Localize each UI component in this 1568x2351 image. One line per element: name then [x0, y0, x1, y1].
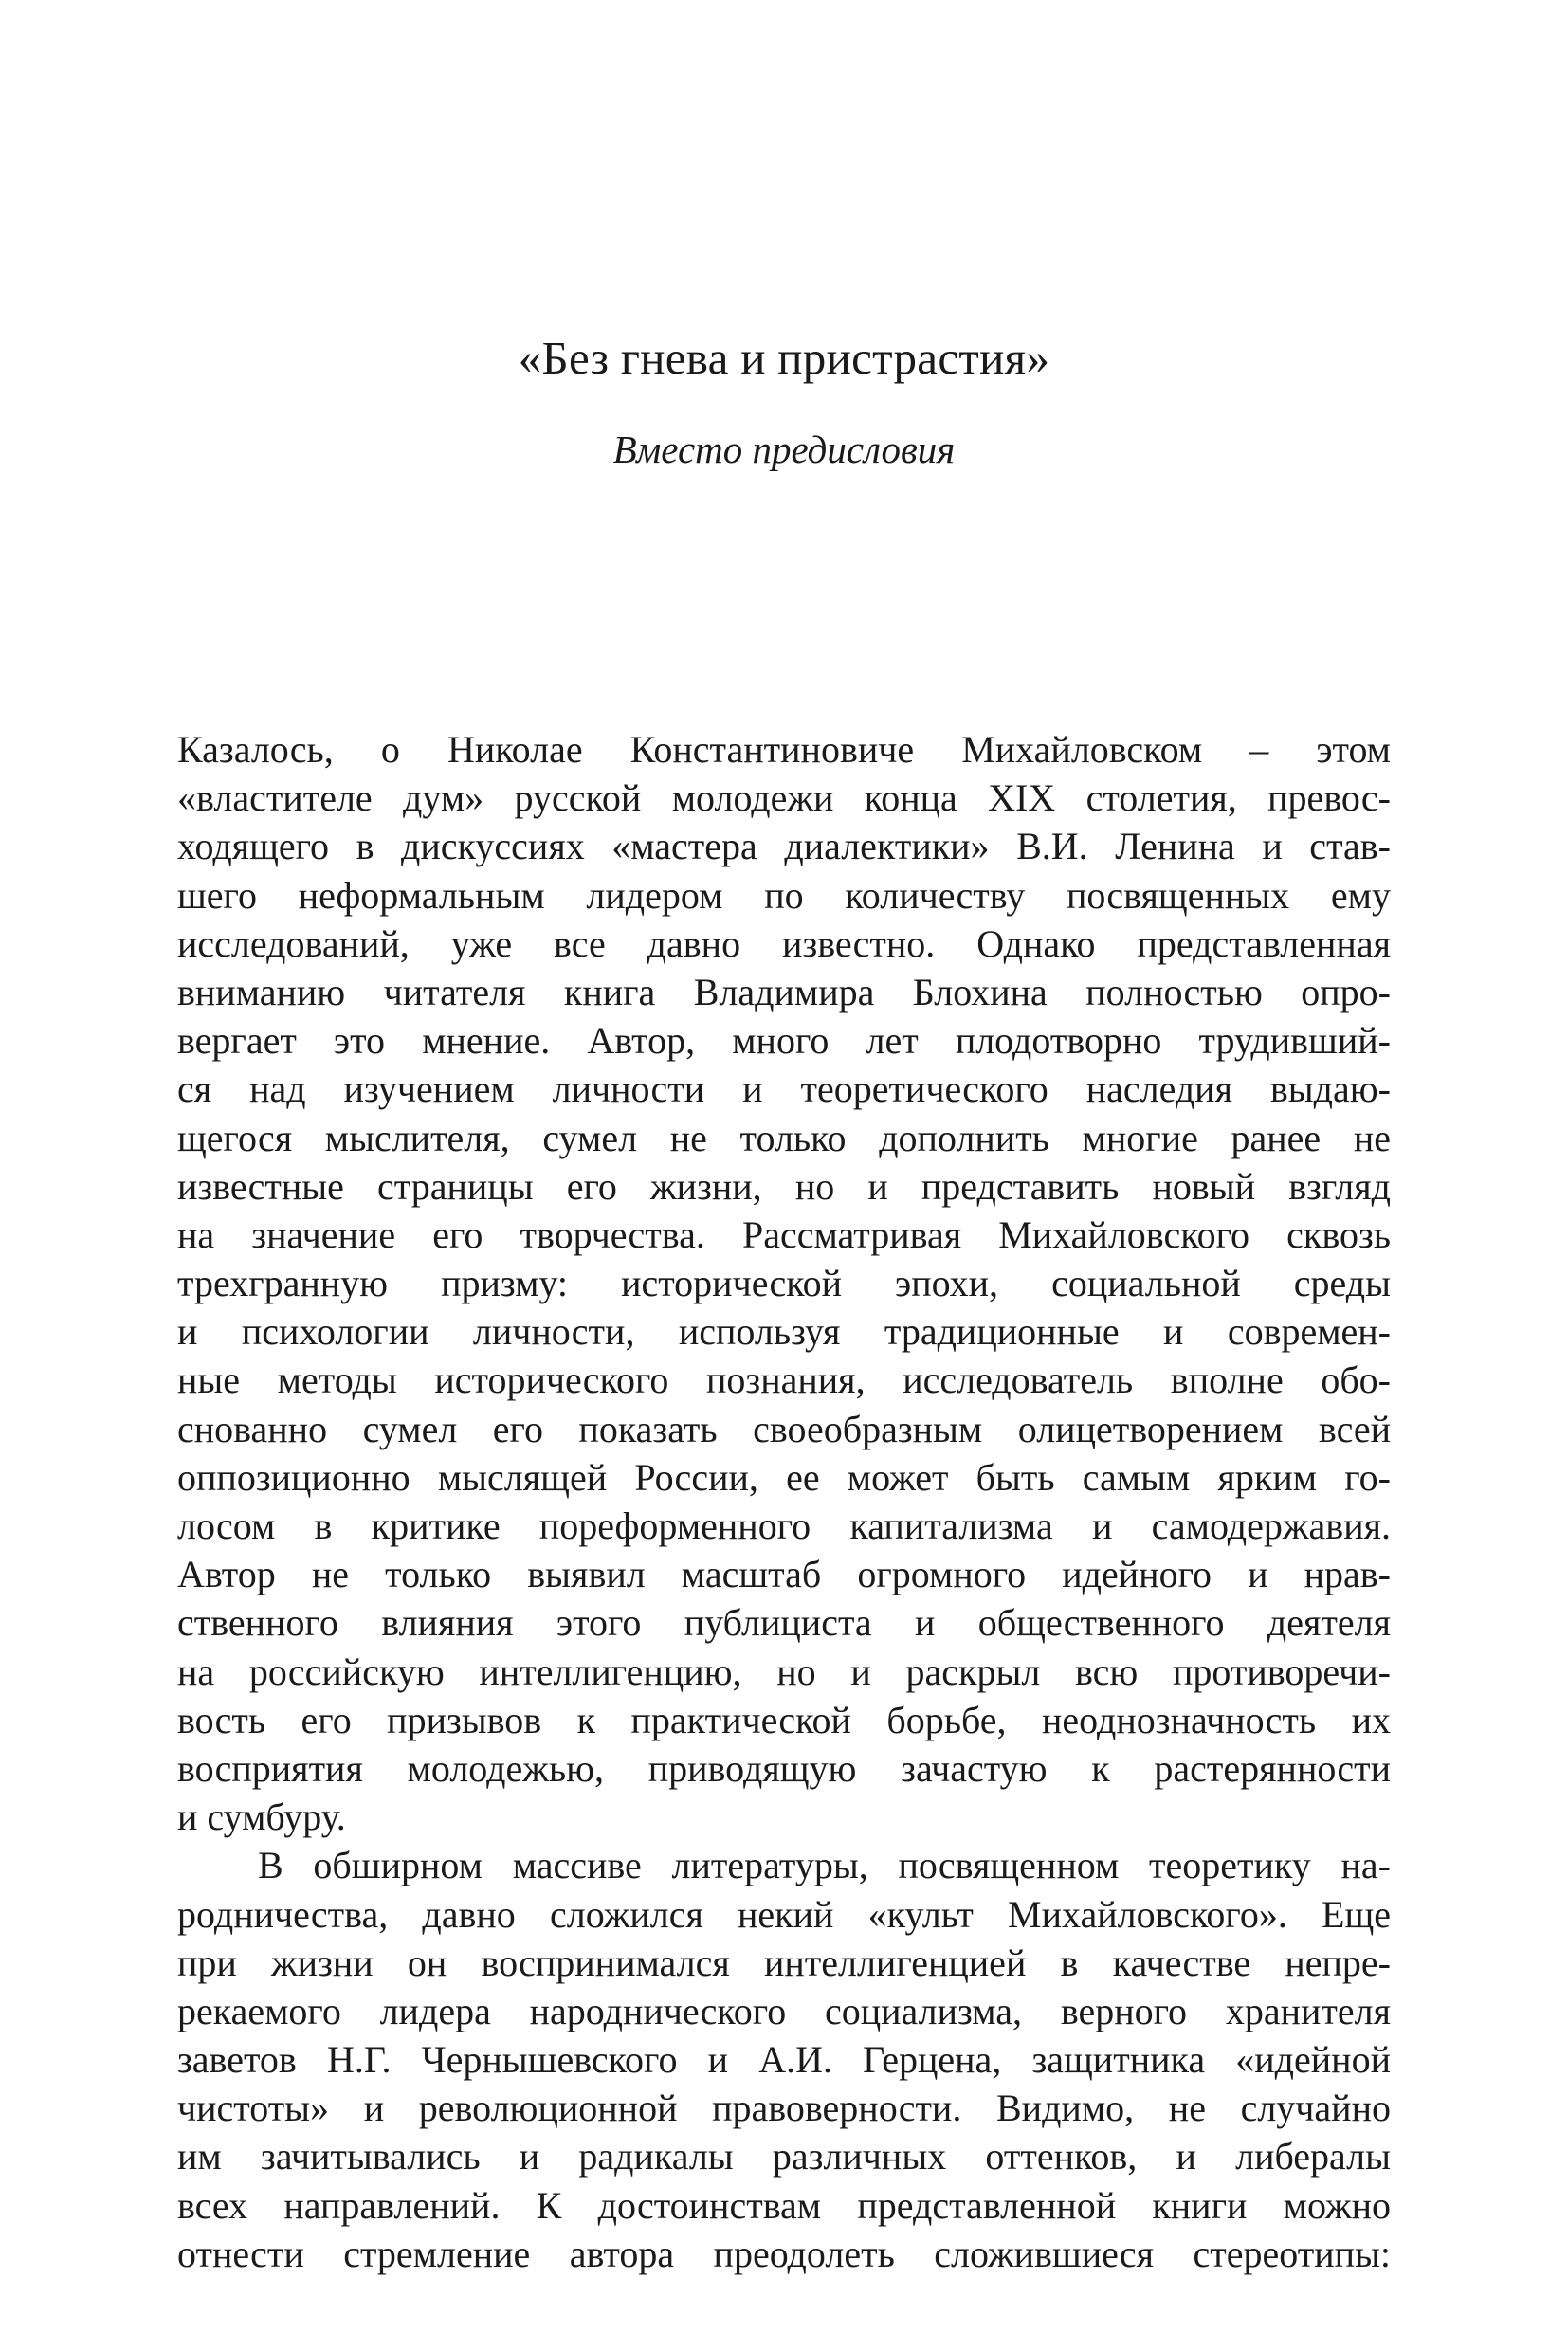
- text-line: шего неформальным лидером по количеству посвященных ему: [177, 873, 1391, 917]
- text-line: Казалось, о Николае Константиновиче Михайловском – этом: [177, 728, 1391, 771]
- text-line: отнести стремление автора преодолеть сложившиеся стереотипы:: [177, 2232, 1391, 2275]
- text-line: на российскую интеллигенцию, но и раскрыл всю противоречи-: [177, 1649, 1391, 1693]
- paragraph: [177, 1841, 1391, 2278]
- text-line: чистоты» и революционной правоверности. Видимо, не случайно: [177, 2087, 1391, 2130]
- text-line: ся над изучением личности и теоретического наследия выдаю-: [177, 1067, 1391, 1111]
- text-line: вниманию читателя книга Владимира Блохина полностью опро-: [177, 970, 1391, 1013]
- text-line: ные методы исторического познания, исследователь вполне обо-: [177, 1358, 1391, 1402]
- body-text: [177, 725, 1391, 2278]
- text-line: известные страницы его жизни, но и представить новый взгляд: [177, 1164, 1391, 1208]
- text-line: заветов Н.Г. Чернышевского и А.И. Герцена, защитника «идейной: [177, 2038, 1391, 2082]
- chapter-subtitle: Вместо предисловия: [612, 428, 956, 471]
- text-line: исследований, уже все давно известно. Однако представленная: [177, 921, 1391, 965]
- text-line: Автор не только выявил масштаб огромного идейного и нрав-: [177, 1553, 1391, 1596]
- text-line: всех направлений. К достоинствам представленной книги можно: [177, 2183, 1391, 2227]
- text-line: снованно сумел его показать своеобразным олицетворением всей: [177, 1407, 1391, 1450]
- text-line: вергает это мнение. Автор, много лет плодотворно трудивший-: [177, 1019, 1391, 1063]
- text-line: восприятия молодежью, приводящую зачастую к растерянности: [177, 1746, 1391, 1790]
- text-line: «властителе дум» русской молодежи конца XIX столетия, превос-: [177, 776, 1391, 820]
- paragraph: [177, 725, 1391, 1841]
- text-line: рекаемого лидера народнического социализма, верного хранителя: [177, 1989, 1391, 2032]
- text-line: на значение его творчества. Рассматривая Михайловского сквозь: [177, 1212, 1391, 1256]
- text-line: им зачитывались и радикалы различных оттенков, и либералы: [177, 2135, 1391, 2178]
- text-line: при жизни он воспринимался интеллигенцией в качестве непре-: [177, 1941, 1391, 1984]
- text-line: В обширном массиве литературы, посвященном теоретику на-: [258, 1844, 1391, 1887]
- text-line: вость его призывов к практической борьбе, неоднозначность их: [177, 1698, 1391, 1741]
- text-line: трехгранную призму: исторической эпохи, социальной среды: [177, 1262, 1391, 1305]
- text-line: лосом в критике пореформенного капитализма и самодержавия.: [177, 1504, 1391, 1547]
- text-line: ственного влияния этого публициста и общественного деятеля: [177, 1601, 1391, 1645]
- text-line: щегося мыслителя, сумел не только дополнить многие ранее не: [177, 1116, 1391, 1159]
- text-line: оппозиционно мыслящей России, ее может быть самым ярким го-: [177, 1455, 1391, 1499]
- chapter-title: «Без гнева и пристрастия»: [518, 332, 1050, 384]
- text-line: ходящего в дискуссиях «мастера диалектики» В.И. Ленина и став-: [177, 825, 1391, 868]
- text-line: и сумбуру.: [177, 1795, 346, 1839]
- text-line: и психологии личности, используя традиционные и современ-: [177, 1310, 1391, 1354]
- text-line: родничества, давно сложился некий «культ Михайловского». Еще: [177, 1892, 1391, 1936]
